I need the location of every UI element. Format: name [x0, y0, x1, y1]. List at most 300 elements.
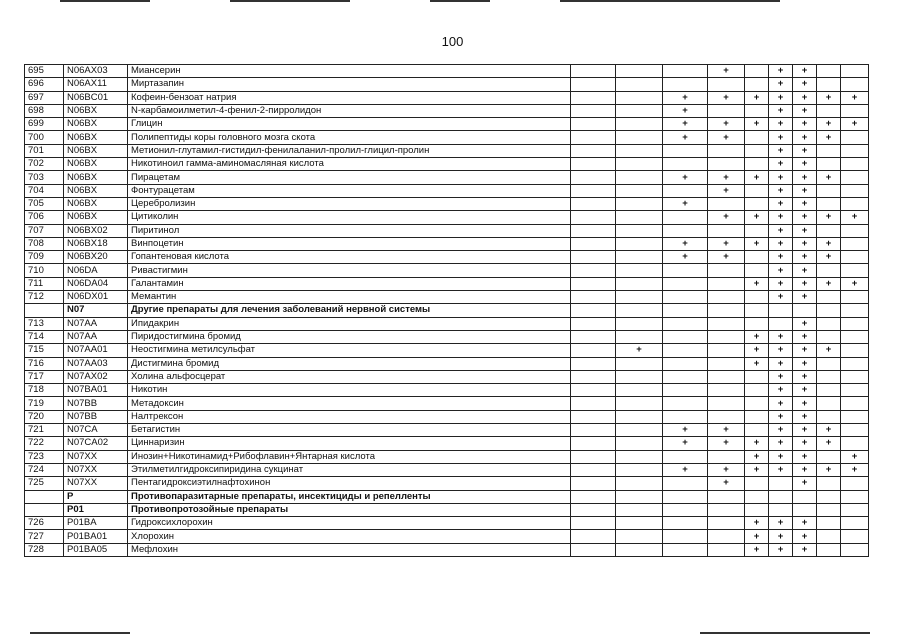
mark-cell: + — [616, 344, 663, 357]
mark-cell — [616, 424, 663, 437]
mark-cell: + — [769, 344, 793, 357]
row-number-cell: 701 — [25, 144, 64, 157]
mark-cell: + — [817, 424, 841, 437]
mark-cell: + — [793, 118, 817, 131]
mark-cell — [745, 264, 769, 277]
mark-cell — [571, 530, 616, 543]
row-number-cell: 696 — [25, 78, 64, 91]
mark-cell — [841, 65, 869, 78]
mark-cell — [841, 517, 869, 530]
mark-cell: + — [817, 118, 841, 131]
row-number-cell: 725 — [25, 477, 64, 490]
mark-cell — [841, 317, 869, 330]
mark-cell — [571, 330, 616, 343]
drug-name-cell: Налтрексон — [128, 410, 571, 423]
mark-cell: + — [769, 237, 793, 250]
mark-cell: + — [769, 463, 793, 476]
mark-cell: + — [769, 450, 793, 463]
atc-code-cell: N06DA — [64, 264, 128, 277]
section-row — [25, 490, 869, 503]
atc-code-cell: N07XX — [64, 463, 128, 476]
mark-cell — [745, 144, 769, 157]
atc-code-cell: P — [64, 490, 128, 503]
mark-cell: + — [793, 344, 817, 357]
drug-name-cell: Миртазапин — [128, 78, 571, 91]
drug-name-cell: Противопаразитарные препараты, инсектициды и репелленты — [128, 490, 571, 503]
mark-cell: + — [663, 437, 708, 450]
mark-cell — [745, 291, 769, 304]
mark-cell — [817, 224, 841, 237]
drug-name-cell: Никотин — [128, 384, 571, 397]
mark-cell — [708, 104, 745, 117]
drug-name-cell: Гопантеновая кислота — [128, 251, 571, 264]
drug-name-cell: Инозин+Никотинамид+Рибофлавин+Янтарная кислота — [128, 450, 571, 463]
mark-cell — [616, 184, 663, 197]
atc-code-cell: P01BA05 — [64, 543, 128, 556]
mark-cell: + — [769, 543, 793, 556]
mark-cell — [616, 197, 663, 210]
mark-cell — [745, 104, 769, 117]
mark-cell: + — [769, 251, 793, 264]
mark-cell — [841, 397, 869, 410]
mark-cell: + — [841, 277, 869, 290]
mark-cell — [571, 131, 616, 144]
row-number-cell: 706 — [25, 211, 64, 224]
mark-cell — [708, 304, 745, 317]
table-row — [25, 144, 869, 157]
mark-cell — [571, 118, 616, 131]
mark-cell: + — [793, 197, 817, 210]
mark-cell: + — [793, 144, 817, 157]
row-number-cell: 723 — [25, 450, 64, 463]
table-row — [25, 224, 869, 237]
atc-code-cell: N07BB — [64, 397, 128, 410]
mark-cell: + — [793, 171, 817, 184]
drug-name-cell: Пентагидроксиэтилнафтохинон — [128, 477, 571, 490]
mark-cell — [571, 357, 616, 370]
mark-cell — [817, 184, 841, 197]
table-row — [25, 424, 869, 437]
mark-cell — [663, 357, 708, 370]
mark-cell — [616, 543, 663, 556]
row-number-cell: 724 — [25, 463, 64, 476]
mark-cell: + — [745, 211, 769, 224]
atc-code-cell: P01BA — [64, 517, 128, 530]
mark-cell — [571, 78, 616, 91]
mark-cell: + — [793, 357, 817, 370]
mark-cell: + — [663, 424, 708, 437]
mark-cell — [616, 171, 663, 184]
mark-cell — [616, 384, 663, 397]
mark-cell — [841, 384, 869, 397]
mark-cell — [841, 477, 869, 490]
mark-cell — [708, 357, 745, 370]
atc-code-cell: N06BX20 — [64, 251, 128, 264]
mark-cell: + — [745, 330, 769, 343]
row-number-cell: 719 — [25, 397, 64, 410]
mark-cell — [616, 237, 663, 250]
mark-cell: + — [793, 104, 817, 117]
mark-cell — [616, 397, 663, 410]
table-row — [25, 410, 869, 423]
mark-cell: + — [708, 211, 745, 224]
row-number-cell: 707 — [25, 224, 64, 237]
mark-cell — [817, 104, 841, 117]
atc-code-cell: P01 — [64, 503, 128, 516]
mark-cell: + — [817, 171, 841, 184]
atc-code-cell: N06BX — [64, 184, 128, 197]
mark-cell — [817, 304, 841, 317]
mark-cell — [745, 317, 769, 330]
mark-cell — [616, 304, 663, 317]
mark-cell — [663, 224, 708, 237]
mark-cell — [708, 144, 745, 157]
mark-cell — [817, 410, 841, 423]
atc-code-cell: N06DA04 — [64, 277, 128, 290]
mark-cell — [616, 357, 663, 370]
row-number-cell: 710 — [25, 264, 64, 277]
mark-cell: + — [769, 410, 793, 423]
atc-code-cell: N07CA — [64, 424, 128, 437]
drug-name-cell: Другие препараты для лечения заболеваний нервной системы — [128, 304, 571, 317]
mark-cell — [841, 264, 869, 277]
mark-cell — [616, 330, 663, 343]
mark-cell — [663, 78, 708, 91]
mark-cell: + — [817, 251, 841, 264]
row-number-cell: 715 — [25, 344, 64, 357]
mark-cell: + — [745, 171, 769, 184]
mark-cell: + — [793, 543, 817, 556]
mark-cell: + — [769, 65, 793, 78]
mark-cell — [841, 291, 869, 304]
mark-cell — [841, 184, 869, 197]
mark-cell: + — [793, 78, 817, 91]
atc-code-cell: N07XX — [64, 450, 128, 463]
mark-cell — [817, 291, 841, 304]
mark-cell: + — [745, 437, 769, 450]
atc-code-cell: N06BX02 — [64, 224, 128, 237]
mark-cell: + — [769, 91, 793, 104]
drug-name-cell: Хлорохин — [128, 530, 571, 543]
mark-cell — [571, 104, 616, 117]
row-number-cell — [25, 490, 64, 503]
mark-cell: + — [708, 477, 745, 490]
mark-cell — [708, 397, 745, 410]
drug-name-cell: Метионил-глутамил-гистидил-фенилаланил-пролил-глицил-пролин — [128, 144, 571, 157]
mark-cell: + — [793, 397, 817, 410]
row-number-cell: 727 — [25, 530, 64, 543]
atc-code-cell: N07AA — [64, 317, 128, 330]
table-row — [25, 317, 869, 330]
table-row — [25, 104, 869, 117]
mark-cell — [571, 197, 616, 210]
mark-cell — [708, 317, 745, 330]
mark-cell — [745, 184, 769, 197]
row-number-cell: 726 — [25, 517, 64, 530]
mark-cell: + — [793, 158, 817, 171]
mark-cell: + — [793, 384, 817, 397]
mark-cell: + — [793, 437, 817, 450]
atc-code-cell: N07CA02 — [64, 437, 128, 450]
mark-cell — [616, 490, 663, 503]
mark-cell — [616, 503, 663, 516]
atc-code-cell: N07AA01 — [64, 344, 128, 357]
mark-cell — [571, 384, 616, 397]
drug-name-cell: Мемантин — [128, 291, 571, 304]
mark-cell — [769, 490, 793, 503]
atc-code-cell: N06BX — [64, 171, 128, 184]
mark-cell — [571, 410, 616, 423]
mark-cell: + — [769, 118, 793, 131]
drug-name-cell: Дистигмина бромид — [128, 357, 571, 370]
row-number-cell: 705 — [25, 197, 64, 210]
mark-cell — [841, 424, 869, 437]
row-number-cell: 698 — [25, 104, 64, 117]
table-row — [25, 211, 869, 224]
atc-code-cell: N06BX — [64, 118, 128, 131]
drug-name-cell: Фонтурацетам — [128, 184, 571, 197]
table-row — [25, 344, 869, 357]
mark-cell — [571, 304, 616, 317]
mark-cell — [663, 384, 708, 397]
mark-cell: + — [745, 118, 769, 131]
drug-name-cell: Циннаризин — [128, 437, 571, 450]
mark-cell: + — [817, 131, 841, 144]
mark-cell: + — [708, 118, 745, 131]
atc-code-cell: N06BX — [64, 211, 128, 224]
mark-cell — [616, 91, 663, 104]
mark-cell: + — [793, 370, 817, 383]
mark-cell — [708, 410, 745, 423]
mark-cell — [571, 171, 616, 184]
table-row — [25, 291, 869, 304]
drug-name-cell: Глицин — [128, 118, 571, 131]
table-row — [25, 477, 869, 490]
drug-name-cell: Холина альфосцерат — [128, 370, 571, 383]
mark-cell — [841, 104, 869, 117]
mark-cell — [817, 330, 841, 343]
mark-cell: + — [769, 517, 793, 530]
mark-cell — [571, 251, 616, 264]
table-row — [25, 357, 869, 370]
mark-cell — [708, 158, 745, 171]
mark-cell: + — [769, 291, 793, 304]
mark-cell — [571, 437, 616, 450]
row-number-cell: 700 — [25, 131, 64, 144]
drug-name-cell: Противопротозойные препараты — [128, 503, 571, 516]
mark-cell — [663, 291, 708, 304]
row-number-cell: 714 — [25, 330, 64, 343]
table-row — [25, 158, 869, 171]
atc-code-cell: N07AA03 — [64, 357, 128, 370]
mark-cell — [793, 503, 817, 516]
mark-cell: + — [769, 144, 793, 157]
mark-cell — [817, 530, 841, 543]
mark-cell — [663, 304, 708, 317]
mark-cell — [841, 437, 869, 450]
table-row — [25, 65, 869, 78]
row-number-cell: 718 — [25, 384, 64, 397]
mark-cell — [841, 237, 869, 250]
mark-cell — [841, 410, 869, 423]
mark-cell — [708, 503, 745, 516]
mark-cell: + — [793, 65, 817, 78]
mark-cell — [841, 131, 869, 144]
mark-cell — [616, 277, 663, 290]
section-row — [25, 304, 869, 317]
drug-name-cell: Пиридостигмина бромид — [128, 330, 571, 343]
mark-cell — [841, 144, 869, 157]
mark-cell: + — [841, 91, 869, 104]
mark-cell — [817, 450, 841, 463]
mark-cell — [571, 543, 616, 556]
mark-cell — [616, 530, 663, 543]
row-number-cell: 695 — [25, 65, 64, 78]
row-number-cell: 713 — [25, 317, 64, 330]
mark-cell: + — [793, 131, 817, 144]
mark-cell: + — [708, 424, 745, 437]
table-row — [25, 197, 869, 210]
mark-cell — [708, 291, 745, 304]
drug-table — [24, 64, 869, 557]
mark-cell: + — [708, 437, 745, 450]
mark-cell: + — [793, 91, 817, 104]
mark-cell — [793, 304, 817, 317]
mark-cell — [616, 370, 663, 383]
mark-cell — [817, 197, 841, 210]
mark-cell — [841, 543, 869, 556]
mark-cell — [745, 424, 769, 437]
atc-code-cell: N06BC01 — [64, 91, 128, 104]
mark-cell — [663, 543, 708, 556]
table-row — [25, 397, 869, 410]
mark-cell: + — [769, 397, 793, 410]
mark-cell — [571, 224, 616, 237]
mark-cell — [571, 91, 616, 104]
atc-code-cell: N06AX11 — [64, 78, 128, 91]
mark-cell: + — [793, 477, 817, 490]
mark-cell: + — [663, 131, 708, 144]
mark-cell: + — [708, 91, 745, 104]
mark-cell — [841, 224, 869, 237]
mark-cell — [616, 437, 663, 450]
scan-edge-top — [430, 0, 490, 2]
mark-cell — [817, 384, 841, 397]
mark-cell — [663, 450, 708, 463]
atc-code-cell: N06BX — [64, 131, 128, 144]
row-number-cell: 717 — [25, 370, 64, 383]
mark-cell — [616, 118, 663, 131]
mark-cell: + — [841, 463, 869, 476]
mark-cell — [571, 184, 616, 197]
table-row — [25, 330, 869, 343]
mark-cell — [663, 490, 708, 503]
mark-cell: + — [841, 211, 869, 224]
mark-cell: + — [817, 211, 841, 224]
mark-cell: + — [793, 317, 817, 330]
mark-cell — [745, 503, 769, 516]
atc-code-cell: N07 — [64, 304, 128, 317]
drug-name-cell: N-карбамоилметил-4-фенил-2-пирролидон — [128, 104, 571, 117]
atc-code-cell: N07XX — [64, 477, 128, 490]
mark-cell — [841, 503, 869, 516]
mark-cell — [616, 211, 663, 224]
mark-cell — [708, 384, 745, 397]
mark-cell: + — [769, 424, 793, 437]
mark-cell — [817, 477, 841, 490]
mark-cell — [571, 503, 616, 516]
mark-cell: + — [817, 437, 841, 450]
mark-cell — [708, 264, 745, 277]
mark-cell: + — [745, 357, 769, 370]
mark-cell: + — [745, 450, 769, 463]
mark-cell: + — [745, 517, 769, 530]
mark-cell — [616, 463, 663, 476]
mark-cell — [817, 397, 841, 410]
table-row — [25, 131, 869, 144]
mark-cell: + — [708, 237, 745, 250]
table-row — [25, 437, 869, 450]
row-number-cell — [25, 503, 64, 516]
drug-name-cell: Неостигмина метилсульфат — [128, 344, 571, 357]
drug-name-cell: Гидроксихлорохин — [128, 517, 571, 530]
table-row — [25, 237, 869, 250]
mark-cell: + — [663, 463, 708, 476]
atc-code-cell: N07AX02 — [64, 370, 128, 383]
section-row — [25, 503, 869, 516]
mark-cell — [817, 144, 841, 157]
mark-cell — [616, 65, 663, 78]
mark-cell — [817, 503, 841, 516]
mark-cell — [571, 463, 616, 476]
table-row — [25, 450, 869, 463]
mark-cell: + — [817, 344, 841, 357]
mark-cell — [708, 517, 745, 530]
drug-name-cell: Метадоксин — [128, 397, 571, 410]
mark-cell — [841, 158, 869, 171]
mark-cell — [708, 344, 745, 357]
mark-cell — [616, 131, 663, 144]
mark-cell — [708, 224, 745, 237]
atc-code-cell: P01BA01 — [64, 530, 128, 543]
drug-name-cell: Бетагистин — [128, 424, 571, 437]
table-row — [25, 184, 869, 197]
table-row — [25, 91, 869, 104]
row-number-cell: 716 — [25, 357, 64, 370]
mark-cell: + — [708, 251, 745, 264]
row-number-cell: 703 — [25, 171, 64, 184]
mark-cell — [745, 197, 769, 210]
mark-cell: + — [769, 78, 793, 91]
mark-cell — [708, 197, 745, 210]
row-number-cell: 709 — [25, 251, 64, 264]
mark-cell: + — [745, 530, 769, 543]
mark-cell: + — [708, 131, 745, 144]
mark-cell — [616, 224, 663, 237]
mark-cell — [571, 517, 616, 530]
mark-cell — [745, 397, 769, 410]
mark-cell: + — [663, 91, 708, 104]
atc-code-cell: N06BX — [64, 158, 128, 171]
table-row — [25, 517, 869, 530]
mark-cell — [841, 251, 869, 264]
mark-cell: + — [708, 463, 745, 476]
mark-cell: + — [793, 184, 817, 197]
mark-cell — [663, 410, 708, 423]
mark-cell — [817, 65, 841, 78]
mark-cell: + — [769, 357, 793, 370]
mark-cell: + — [769, 370, 793, 383]
